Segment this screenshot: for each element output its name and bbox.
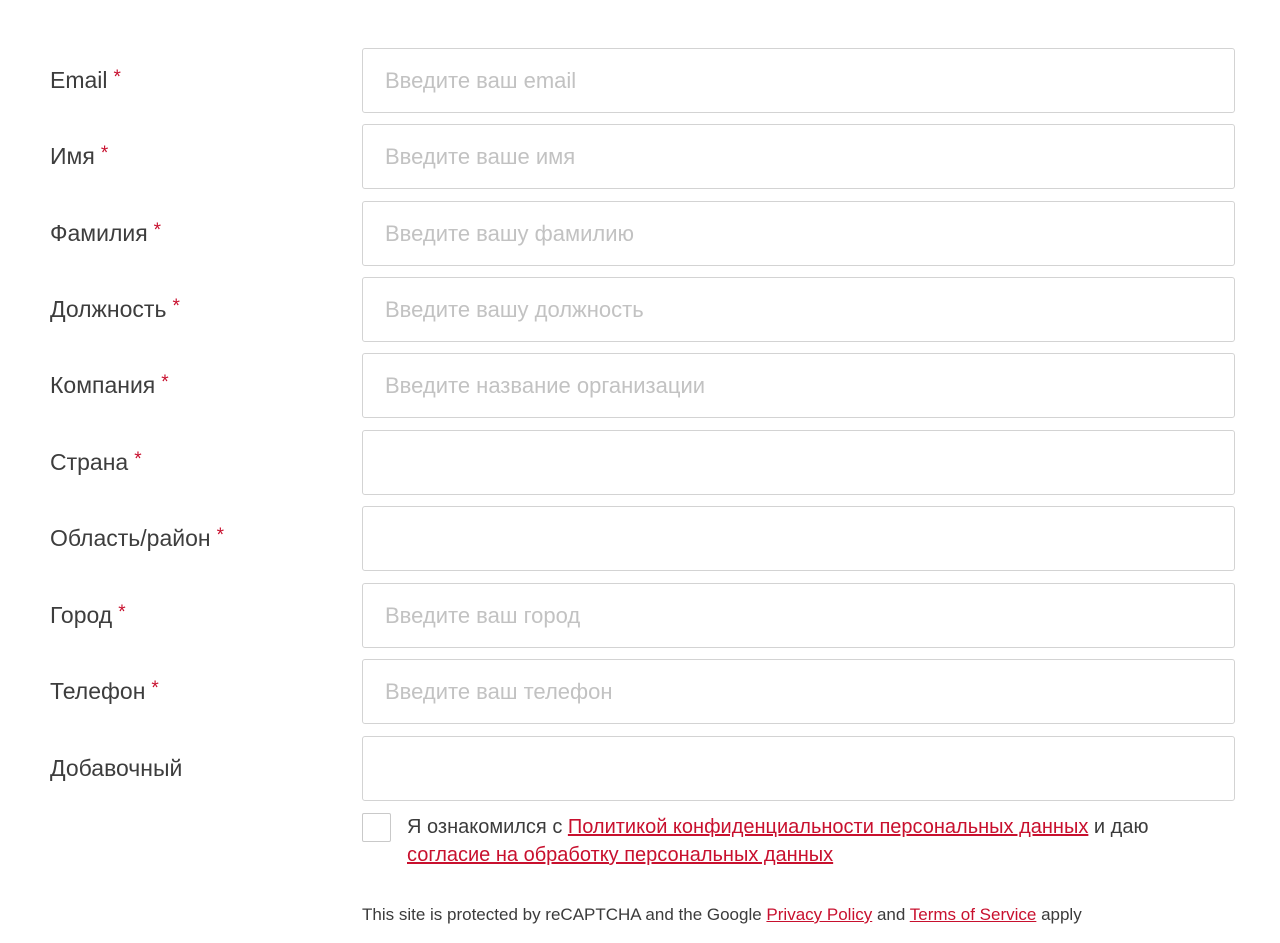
email-label — [50, 48, 121, 113]
privacy-policy-link[interactable]: Политикой конфиденциальности персональных данных — [567, 816, 1089, 838]
last-name-label — [50, 201, 161, 266]
required-asterisk: * — [161, 372, 169, 393]
country-label-text: Страна — [50, 449, 129, 475]
city-row — [0, 583, 1280, 648]
position-label — [50, 277, 180, 342]
position-label-text: Должность — [50, 296, 167, 322]
company-label — [50, 353, 169, 418]
city-field[interactable] — [362, 583, 1235, 648]
first-name-field[interactable] — [362, 124, 1235, 189]
required-asterisk: * — [113, 67, 121, 88]
region-label-text: Область/район — [50, 525, 211, 551]
email-label-text: Email — [50, 67, 108, 93]
recaptcha-notice — [362, 902, 1082, 928]
last-name-field[interactable] — [362, 201, 1235, 266]
city-label-text: Город — [50, 602, 113, 628]
required-asterisk: * — [216, 525, 224, 546]
extension-row — [0, 736, 1280, 801]
region-field[interactable] — [362, 506, 1235, 571]
phone-label-text: Телефон — [50, 678, 146, 704]
required-asterisk: * — [153, 220, 162, 241]
google-terms-link[interactable]: Terms of Service — [909, 905, 1037, 924]
country-label — [50, 430, 142, 495]
required-asterisk: * — [100, 143, 109, 164]
consent-text-before: Я ознакомился с — [407, 816, 568, 838]
required-asterisk: * — [134, 449, 142, 470]
required-asterisk: * — [172, 296, 180, 317]
consent-text-middle: и даю — [1088, 816, 1149, 838]
last-name-row — [0, 201, 1280, 266]
email-row — [0, 48, 1280, 113]
country-row — [0, 430, 1280, 495]
phone-label — [50, 659, 159, 724]
recaptcha-text-before: This site is protected by reCAPTCHA and the Google — [362, 905, 767, 924]
extension-label-text: Добавочный — [50, 755, 183, 781]
phone-row — [0, 659, 1280, 724]
consent-checkbox[interactable] — [362, 813, 391, 842]
consent-processing-link[interactable]: согласие на обработку персональных данных — [407, 844, 834, 866]
recaptcha-text-after: apply — [1036, 905, 1082, 924]
extension-label — [50, 736, 182, 801]
consent-text — [407, 813, 1237, 869]
last-name-label-text: Фамилия — [50, 220, 148, 246]
company-row — [0, 353, 1280, 418]
required-asterisk: * — [118, 602, 126, 623]
city-label — [50, 583, 126, 648]
first-name-row — [0, 124, 1280, 189]
google-privacy-link[interactable]: Privacy Policy — [766, 905, 873, 924]
country-field[interactable] — [362, 430, 1235, 495]
company-field[interactable] — [362, 353, 1235, 418]
recaptcha-text-and: and — [872, 905, 910, 924]
position-field[interactable] — [362, 277, 1235, 342]
extension-field[interactable] — [362, 736, 1235, 801]
phone-field[interactable] — [362, 659, 1235, 724]
email-field[interactable] — [362, 48, 1235, 113]
region-row — [0, 506, 1280, 571]
position-row — [0, 277, 1280, 342]
first-name-label-text: Имя — [50, 143, 95, 169]
required-asterisk: * — [151, 678, 159, 699]
first-name-label — [50, 124, 108, 189]
company-label-text: Компания — [50, 372, 156, 398]
region-label — [50, 506, 224, 571]
